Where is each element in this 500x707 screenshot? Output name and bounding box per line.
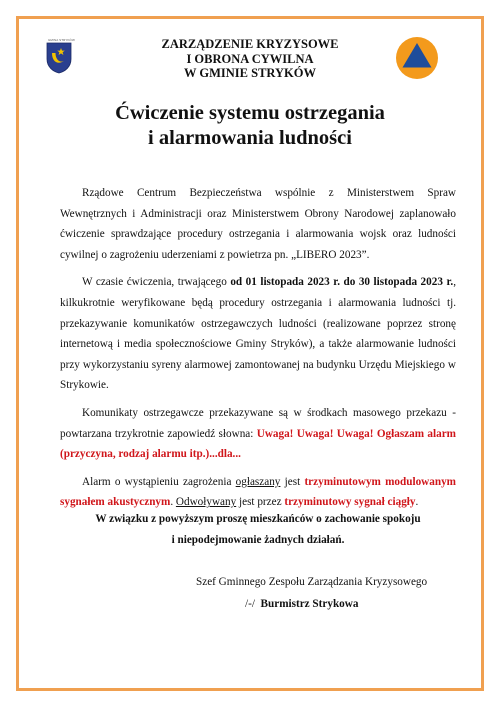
text-segment: Komunikaty ostrzegawcze przekazywane są w środkach masowego przekazu - powtarzana trzykrotnie zapowiedź słowna: [60, 406, 456, 440]
text-segment: jest przez [236, 496, 285, 509]
text-segment: , kilkukrotnie weryfikowane będą procedury ostrzegania i alarmowania ludności tj. przekazywanie komunikatów ostrzegawczych ludności (realizowane poprzez stronę internetową i media społecznościowe Gminy Stryków), a także alarmowanie ludności przy wykorzystaniu syreny alarmowej zamontowanej na budynku Urzędu Miejskiego w Strykowie. [60, 276, 456, 392]
closing-statement [60, 509, 456, 551]
alarm-signal-description: trzyminutowym modulowanym sygnałem akustycznym [60, 475, 456, 509]
paragraph-warning-messages [60, 403, 456, 465]
coat-of-arms-icon [46, 42, 72, 74]
signature-title: Szef Gminnego Zespołu Zarządzania Kryzysowego [196, 576, 428, 588]
civil-defense-logo-icon [395, 36, 439, 80]
coat-of-arms-caption: GMINA STRYKÓW [48, 38, 75, 42]
all-clear-signal-description: trzyminutowy sygnał ciągły [284, 496, 416, 509]
alarm-announcement: Uwaga! Uwaga! Uwaga! Ogłaszam alarm (przyczyna, rodzaj alarmu itp.)...dla... [60, 427, 456, 461]
announced-word: ogłaszany [235, 475, 281, 488]
header-title [100, 37, 400, 81]
document-body [60, 183, 456, 520]
paragraph-exercise-period [60, 272, 456, 396]
text-segment: W czasie ćwiczenia, trwającego [82, 276, 231, 289]
cancelled-word: Odwoływany [175, 496, 237, 509]
paragraph-exercise-intro: Rządowe Centrum Bezpieczeństwa wspólnie z Ministerstwem Spraw Wewnętrznych i Administracji oraz Ministerstwem Obrony Narodowej zaplanowało ćwiczenie sprawdzające procedury ostrzegania i alarmowania wojsk oraz ludności cywilnej o zagrożeniu uderzeniami z powietrza pn. „LIBERO 2023”. [60, 187, 456, 261]
header-title-line-3: W GMINIE STRYKÓW [184, 66, 316, 80]
header-title-line-1: ZARZĄDZENIE KRYZYSOWE [161, 37, 339, 51]
document-title [60, 101, 440, 151]
header-title-line-2: I OBRONA CYWILNA [186, 51, 314, 66]
signature-prefix: /-/ [245, 598, 255, 610]
signature-name: Burmistrz Strykowa [260, 598, 359, 610]
text-segment: jest [280, 475, 305, 488]
text-segment: Alarm o wystąpieniu zagrożenia [82, 475, 236, 488]
text-segment: . [415, 496, 419, 509]
document-title-line-2: i alarmowania ludności [148, 127, 352, 149]
exercise-dates: od 01 listopada 2023 r. do 30 listopada 2023 r. [230, 276, 454, 289]
closing-line-1: W związku z powyższym proszę mieszkańców o zachowanie spokoju [95, 513, 421, 525]
paragraph-alarm-signals [60, 472, 456, 513]
closing-line-2: i niepodejmowanie żadnych działań. [171, 534, 345, 546]
text-segment: . [170, 496, 176, 509]
document-title-line-1: Ćwiczenie systemu ostrzegania [115, 102, 385, 124]
signature-block [245, 598, 358, 610]
